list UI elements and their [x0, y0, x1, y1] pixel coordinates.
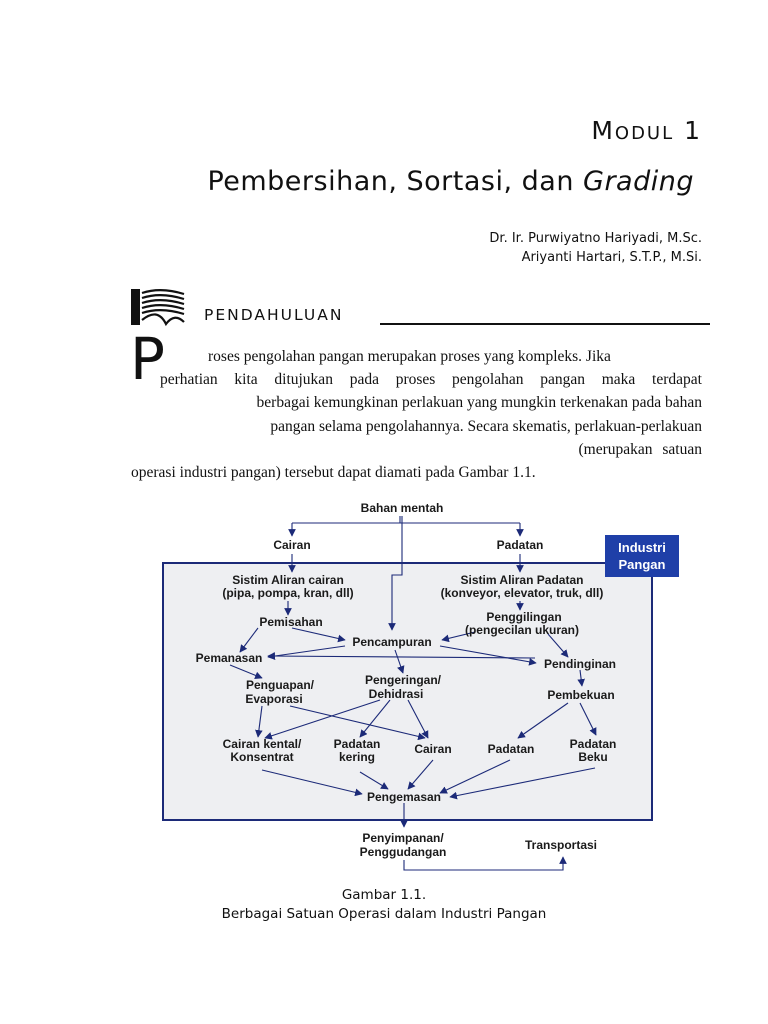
- author-1: Dr. Ir. Purwiyatno Hariyadi, M.Sc.: [489, 231, 702, 246]
- node-sistim-cair-2: (pipa, pompa, kran, dll): [222, 586, 354, 600]
- drop-cap: P: [130, 325, 165, 393]
- para-line-2: perhatian kita ditujukan pada proses pengolahan pangan maka terdapat: [160, 371, 702, 388]
- node-padatan-top: Padatan: [496, 538, 544, 552]
- node-pencampuran: Pencampuran: [352, 635, 432, 649]
- para-line-6: operasi industri pangan) tersebut dapat diamati pada Gambar 1.1.: [131, 464, 536, 481]
- badge-line-1: Industri: [618, 540, 666, 555]
- node-penggilingan-2: (pengecilan ukuran): [464, 623, 580, 637]
- node-sistim-padat-2: (konveyor, elevator, truk, dll): [440, 586, 604, 600]
- node-cairan-top: Cairan: [273, 538, 311, 552]
- node-pembekuan: Pembekuan: [547, 688, 615, 702]
- para-line-5: (merupakan satuan: [578, 441, 702, 458]
- node-penguapan-2: Evaporasi: [245, 692, 303, 706]
- node-pemisahan: Pemisahan: [259, 615, 323, 629]
- caption-number: Gambar 1.1.: [341, 887, 427, 903]
- node-cairan-kental-1: Cairan kental/: [222, 737, 302, 751]
- node-cairan-bottom: Cairan: [414, 742, 452, 756]
- node-sistim-padat-1: Sistim Aliran Padatan: [460, 573, 584, 587]
- process-flow-diagram: [0, 490, 768, 890]
- para-line-4: pangan selama pengolahannya. Secara skematis, perlakuan-perlakuan: [270, 418, 702, 435]
- title-italic: Grading: [583, 166, 694, 197]
- node-pemanasan: Pemanasan: [195, 651, 263, 665]
- section-rule: [380, 323, 710, 325]
- node-penyimpanan-1: Penyimpanan/: [362, 831, 444, 845]
- node-sistim-cair-1: Sistim Aliran cairan: [232, 573, 344, 587]
- para-line-3: berbagai kemungkinan perlakuan yang mungkin terkenakan pada bahan: [256, 394, 702, 411]
- node-pengemasan: Pengemasan: [366, 790, 442, 804]
- para-line-1: roses pengolahan pangan merupakan proses yang kompleks. Jika: [208, 348, 611, 365]
- node-padatan-bottom: Padatan: [487, 742, 535, 756]
- node-penyimpanan-2: Penggudangan: [359, 845, 447, 859]
- page-title: Pembersihan, Sortasi, dan Grading: [207, 166, 694, 197]
- node-padatan-beku-2: Beku: [578, 750, 608, 764]
- node-penguapan-1: Penguapan/: [245, 678, 315, 692]
- figure-caption: [0, 886, 768, 924]
- node-padatan-kering-1: Padatan: [333, 737, 381, 751]
- node-penggilingan-1: Penggilingan: [486, 610, 562, 624]
- section-heading: PENDAHULUAN: [204, 306, 344, 324]
- author-2: Ariyanti Hartari, S.T.P., M.Si.: [521, 250, 702, 265]
- node-bahan-mentah: Bahan mentah: [360, 501, 444, 515]
- section-book-icon: [130, 288, 186, 328]
- node-cairan-kental-2: Konsentrat: [230, 750, 294, 764]
- node-pendinginan: Pendinginan: [544, 657, 616, 671]
- node-pengeringan-2: Dehidrasi: [368, 687, 424, 701]
- node-padatan-kering-2: kering: [338, 750, 376, 764]
- caption-text: Berbagai Satuan Operasi dalam Industri Pangan: [221, 906, 547, 922]
- badge-line-2: Pangan: [618, 557, 666, 572]
- node-pengeringan-1: Pengeringan/: [364, 673, 442, 687]
- node-padatan-beku-1: Padatan: [569, 737, 617, 751]
- module-label: MODUL 1: [591, 116, 702, 145]
- node-transportasi: Transportasi: [524, 838, 598, 852]
